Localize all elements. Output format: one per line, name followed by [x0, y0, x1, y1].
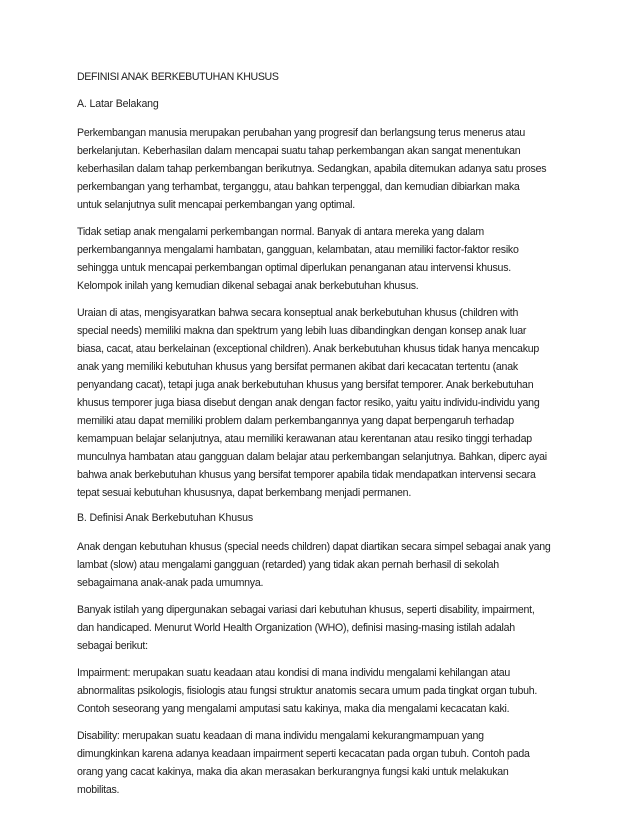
paragraph-line: abnormalitas psikologis, fisiologis atau fungsi struktur anatomis secara umum pada tingkat organ tubuh.	[77, 685, 538, 697]
paragraph-line: khusus temporer juga biasa disebut dengan anak dengan factor resiko, yaitu yaitu individu-individu yang	[77, 397, 540, 409]
paragraph-line: sehingga untuk mencapai perkembangan optimal diperlukan penanganan atau intervensi khusus.	[77, 262, 511, 274]
paragraph-line: tepat sesuai kebutuhan khususnya, dapat berkembang menjadi permanen.	[77, 487, 412, 499]
paragraph-line: anak yang memiliki kebutuhan khusus yang bersifat permanen akibat dari kecacatan tertentu (anak	[77, 361, 518, 373]
paragraph-line: sebagai berikut:	[77, 640, 148, 652]
paragraph-line: memiliki atau dapat memiliki problem dalam perkembangannya yang dapat berpengaruh terhadap	[77, 415, 514, 427]
paragraph-line: sebagaimana anak-anak pada umumnya.	[77, 577, 264, 589]
paragraph	[77, 223, 574, 295]
paragraph	[77, 124, 574, 214]
paragraph-line: mobilitas.	[77, 784, 120, 796]
paragraph-line: Disability: merupakan suatu keadaan di mana individu mengalami kekurangmampuan yang	[77, 730, 484, 742]
paragraph	[77, 727, 574, 799]
paragraph-line: lambat (slow) atau mengalami gangguan (retarded) yang tidak akan pernah berhasil di sekolah	[77, 559, 499, 571]
paragraph-line: bahwa anak berkebutuhan khusus yang bersifat temporer apabila tidak mendapatkan intervensi secara	[77, 469, 536, 481]
paragraph-line: Contoh seseorang yang mengalami amputasi satu kakinya, maka dia mengalami kecacatan kaki.	[77, 703, 510, 715]
paragraph-line: dan handicaped. Menurut World Health Organization (WHO), definisi masing-masing istilah adalah	[77, 622, 515, 634]
paragraph-line: orang yang cacat kakinya, maka dia akan merasakan berkurangnya fungsi kaki untuk melakukan	[77, 766, 509, 778]
paragraph-line: dimungkinkan karena adanya keadaan impairment seperti kecacatan pada organ tubuh. Contoh pada	[77, 748, 530, 760]
document-page	[77, 70, 574, 808]
paragraph-line: perkembangan yang terhambat, terganggu, atau bahkan terpenggal, dan kemudian dibiarkan maka	[77, 181, 520, 193]
paragraph-line: penyandang cacat), tetapi juga anak berkebutuhan khusus yang bersifat temporer. Anak berkebutuhan	[77, 379, 534, 391]
paragraph-line: Impairment: merupakan suatu keadaan atau kondisi di mana individu mengalami kehilangan atau	[77, 667, 511, 679]
paragraph-line: special needs) memiliki makna dan spektrum yang lebih luas dibandingkan dengan konsep anak luar	[77, 325, 527, 337]
paragraph-line: munculnya hambatan atau gangguan dalam belajar atau perkembangan selanjutnya. Bahkan, diperc ayai	[77, 451, 547, 463]
document-title: DEFINISI ANAK BERKEBUTUHAN KHUSUS	[77, 71, 279, 83]
section-b-heading: B. Definisi Anak Berkebutuhan Khusus	[77, 512, 253, 524]
paragraph-line: berkelanjutan. Keberhasilan dalam mencapai suatu tahap perkembangan akan sangat menentukan	[77, 145, 521, 157]
paragraph	[77, 601, 574, 655]
paragraph-line: Anak dengan kebutuhan khusus (special needs children) dapat diartikan secara simpel sebagai anak yang	[77, 541, 551, 553]
paragraph-line: kemampuan belajar selanjutnya, atau memiliki kerawanan atau kerentanan atau resiko tinggi terhadap	[77, 433, 532, 445]
paragraph-line: perkembangannya mengalami hambatan, gangguan, kelambatan, atau memiliki factor-faktor resiko	[77, 244, 519, 256]
section-a-body	[77, 124, 574, 502]
paragraph-line: untuk selanjutnya sulit mencapai perkembangan yang optimal.	[77, 199, 355, 211]
paragraph-line: Banyak istilah yang dipergunakan sebagai variasi dari kebutuhan khusus, seperti disability, impairment,	[77, 604, 535, 616]
paragraph	[77, 304, 574, 502]
paragraph-line: Kelompok inilah yang kemudian dikenal sebagai anak berkebutuhan khusus.	[77, 280, 419, 292]
paragraph	[77, 664, 574, 718]
paragraph-line: Tidak setiap anak mengalami perkembangan normal. Banyak di antara mereka yang dalam	[77, 226, 484, 238]
paragraph-line: Uraian di atas, mengisyaratkan bahwa secara konseptual anak berkebutuhan khusus (children with	[77, 307, 519, 319]
paragraph-line: biasa, cacat, atau berkelainan (exceptional children). Anak berkebutuhan khusus tidak hanya mencakup	[77, 343, 540, 355]
paragraph	[77, 538, 574, 592]
section-b-body	[77, 538, 574, 799]
paragraph-line: keberhasilan dalam tahap perkembangan berikutnya. Sedangkan, apabila ditemukan adanya satu proses	[77, 163, 547, 175]
paragraph-line: Perkembangan manusia merupakan perubahan yang progresif dan berlangsung terus menerus atau	[77, 127, 526, 139]
section-a-heading: A. Latar Belakang	[77, 98, 159, 110]
